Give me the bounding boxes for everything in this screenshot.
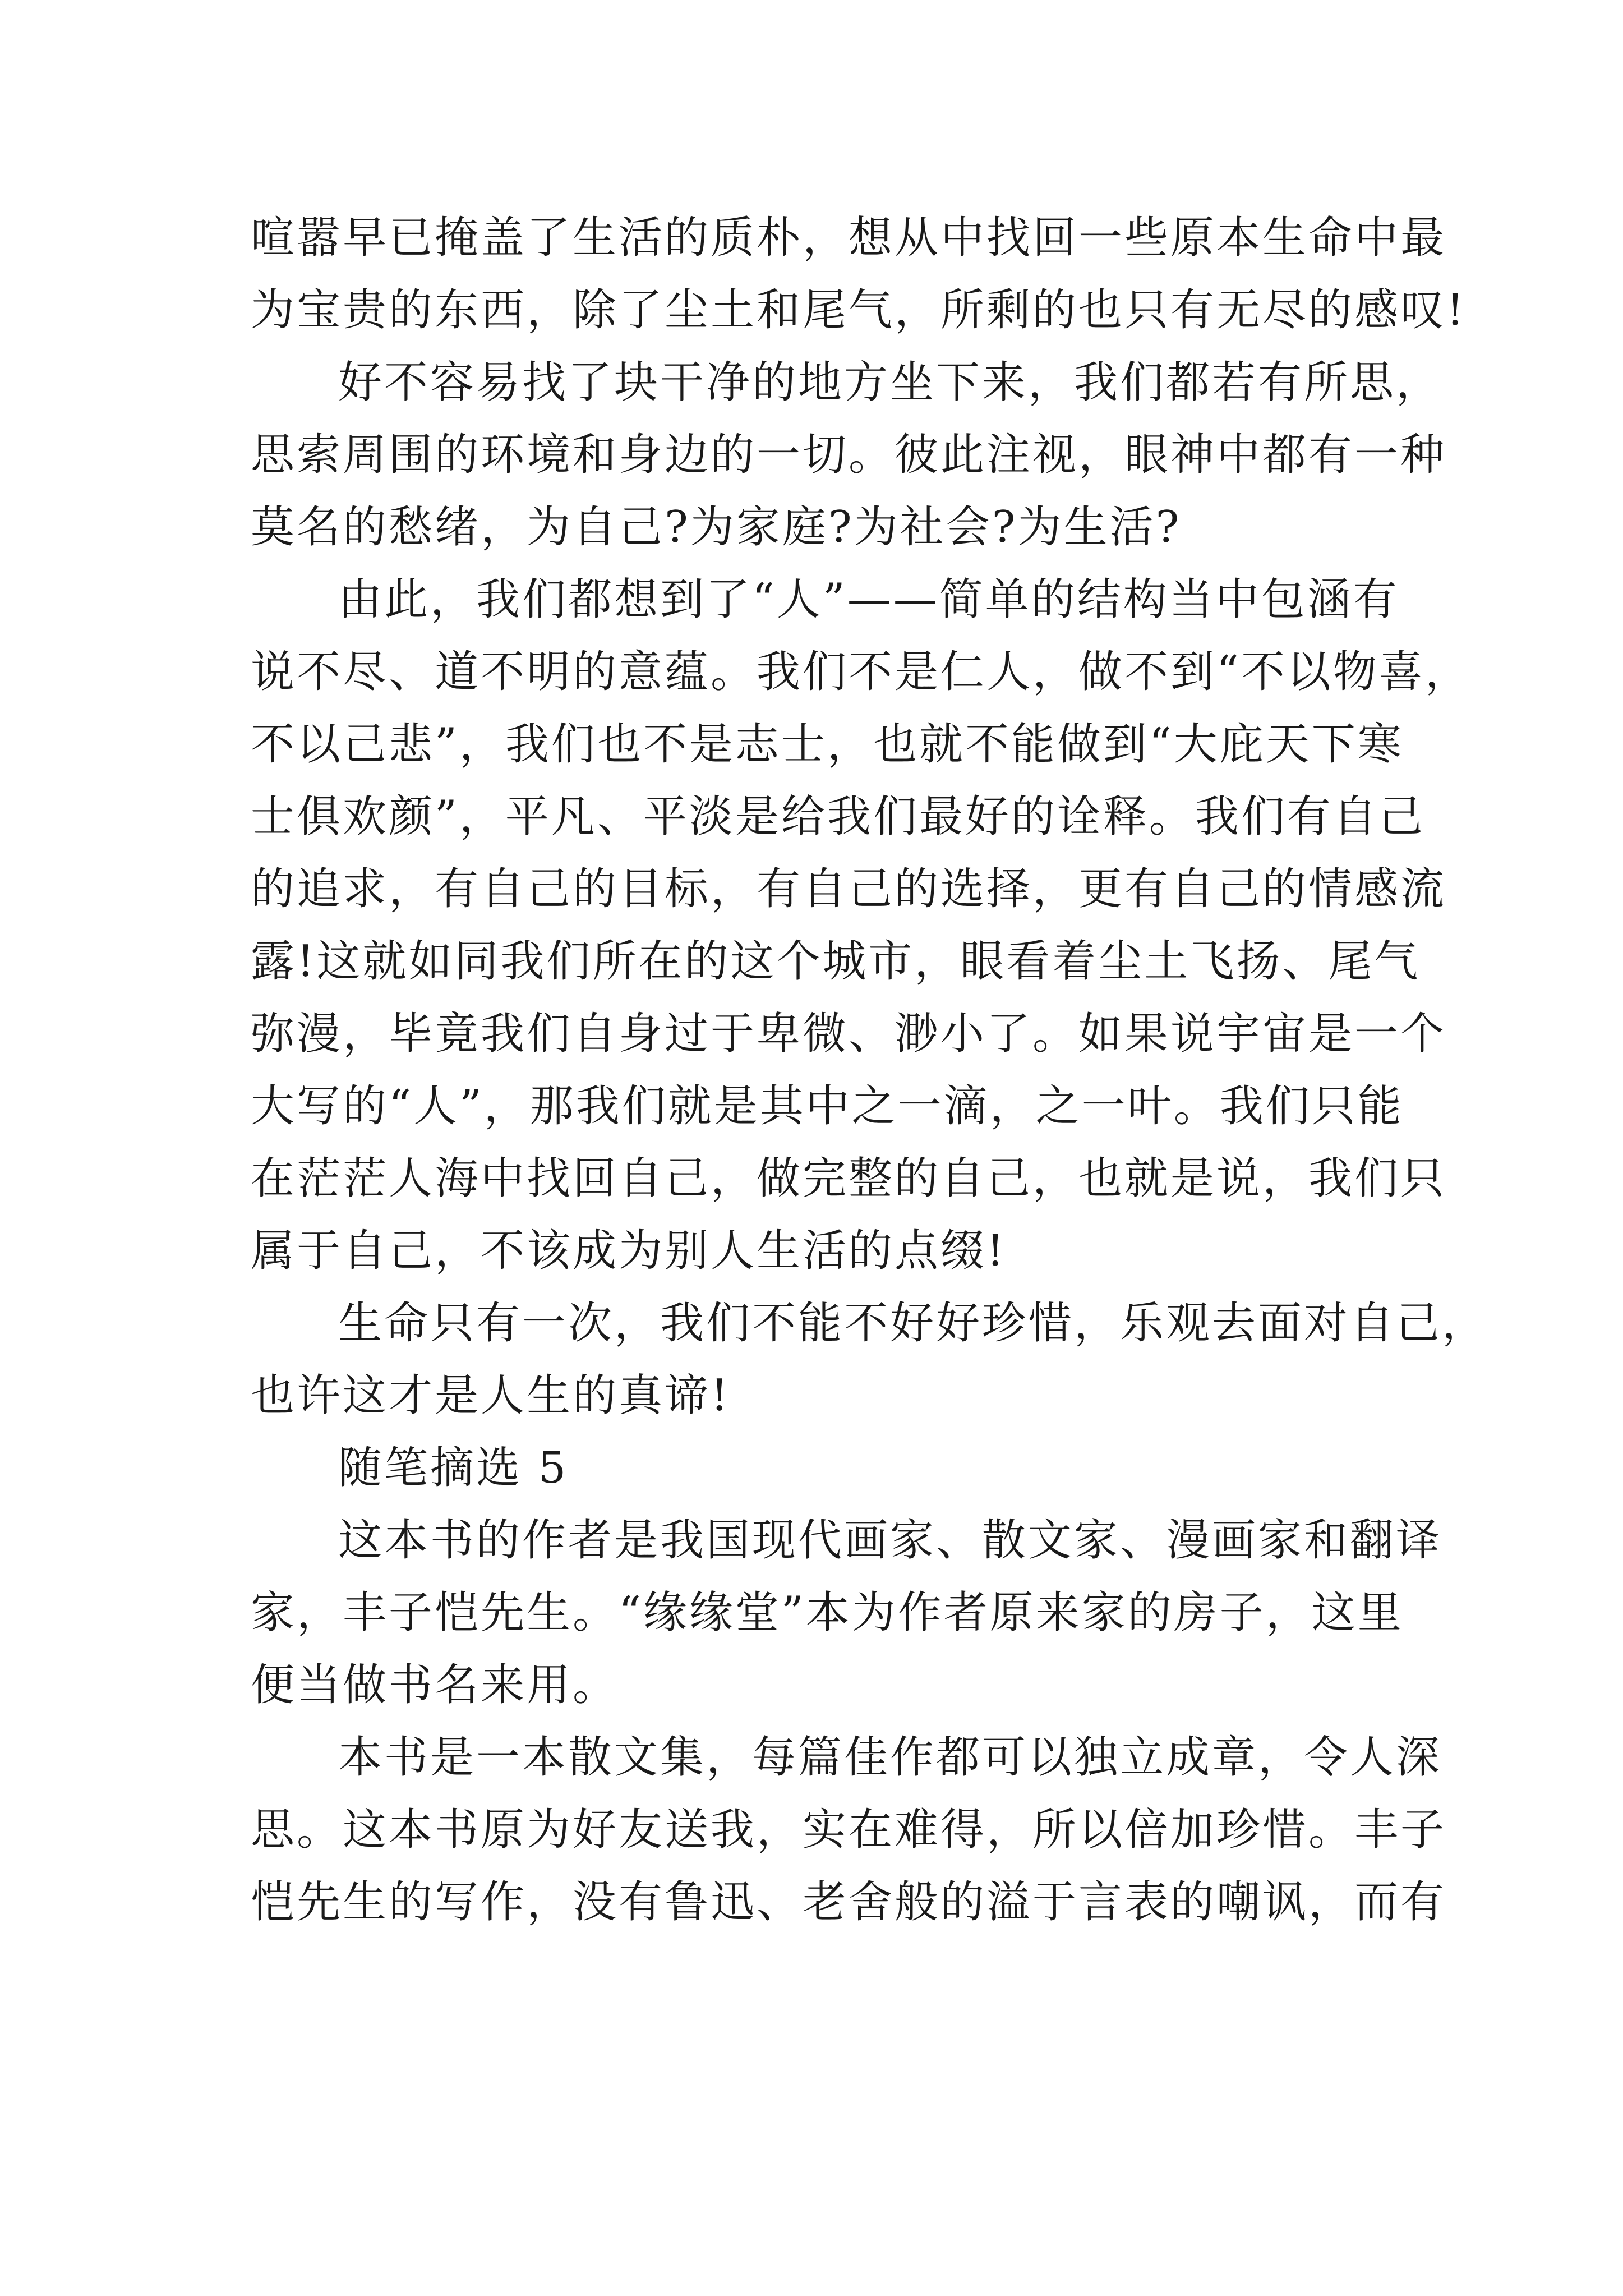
text-line: 莫名的愁绪，为自己?为家庭?为社会?为生活? bbox=[251, 502, 1182, 553]
text-line: 生命只有一次，我们不能不好好珍惜，乐观去面对自己， bbox=[338, 1298, 1488, 1349]
text-line: 家，丰子恺先生。“缘缘堂”本为作者原来家的房子，这里 bbox=[251, 1588, 1404, 1638]
text-line: 本书是一本散文集，每篇佳作都可以独立成章，令人深 bbox=[338, 1732, 1442, 1783]
text-line: 露!这就如同我们所在的这个城市，眼看着尘土飞扬、尾气 bbox=[251, 936, 1421, 987]
text-line: 弥漫，毕竟我们自身过于卑微、渺小了。如果说宇宙是一个 bbox=[251, 1009, 1447, 1059]
text-line: 属于自己，不该成为别人生活的点缀! bbox=[251, 1226, 1007, 1276]
text-line: 的追求，有自己的目标，有自己的选择，更有自己的情感流 bbox=[251, 864, 1447, 914]
text-line: 思。这本书原为好友送我，实在难得，所以倍加珍惜。丰子 bbox=[251, 1805, 1447, 1855]
document-body bbox=[251, 202, 1488, 1939]
text-line: 随笔摘选 5 bbox=[338, 1443, 569, 1493]
text-line: 士俱欢颜”，平凡、平淡是给我们最好的诠释。我们有自己 bbox=[251, 792, 1425, 842]
text-line: 为宝贵的东西，除了尘土和尾气，所剩的也只有无尽的感叹! bbox=[251, 285, 1467, 335]
text-line: 也许这才是人生的真谛! bbox=[251, 1370, 731, 1421]
text-line: 便当做书名来用。 bbox=[251, 1660, 619, 1710]
text-line: 说不尽、道不明的意蕴。我们不是仁人，做不到“不以物喜， bbox=[251, 647, 1471, 697]
text-line: 不以己悲”，我们也不是志士，也就不能做到“大庇天下寒 bbox=[251, 719, 1404, 770]
text-line: 大写的“人”，那我们就是其中之一滴，之一叶。我们只能 bbox=[251, 1081, 1404, 1131]
text-line: 喧嚣早已掩盖了生活的质朴，想从中找回一些原本生命中最 bbox=[251, 213, 1447, 263]
text-line: 好不容易找了块干净的地方坐下来，我们都若有所思， bbox=[338, 357, 1442, 408]
text-line: 在茫茫人海中找回自己，做完整的自己，也就是说，我们只 bbox=[251, 1153, 1447, 1204]
text-line: 思索周围的环境和身边的一切。彼此注视，眼神中都有一种 bbox=[251, 430, 1447, 480]
text-line: 这本书的作者是我国现代画家、散文家、漫画家和翻译 bbox=[338, 1515, 1442, 1566]
text-line: 由此，我们都想到了“人”——简单的结构当中包涵有 bbox=[338, 574, 1399, 625]
text-line: 恺先生的写作，没有鲁迅、老舍般的溢于言表的嘲讽，而有 bbox=[251, 1877, 1447, 1927]
